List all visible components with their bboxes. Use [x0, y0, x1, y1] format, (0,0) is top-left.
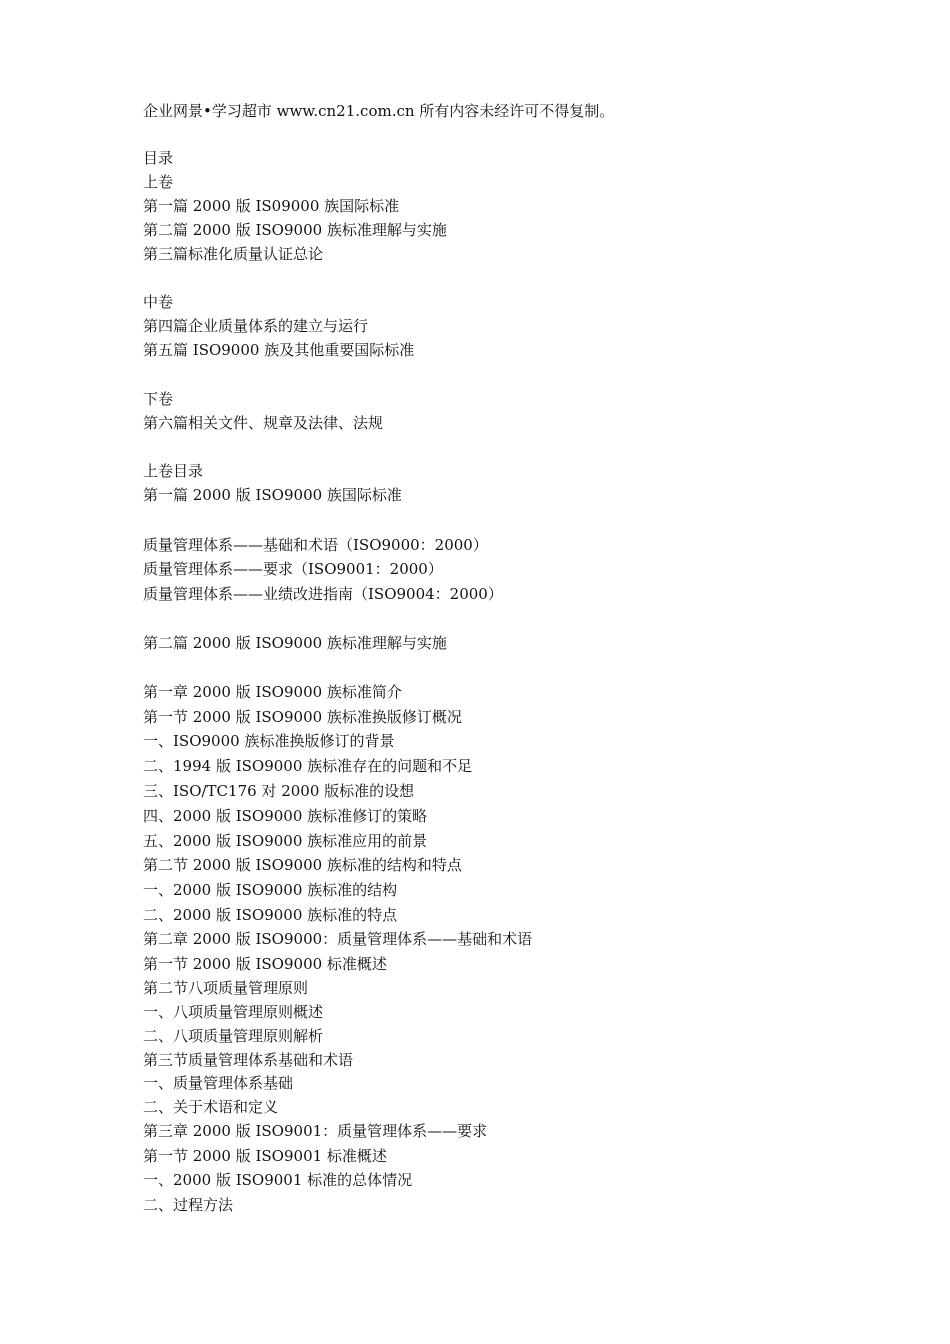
part2-item: 二、过程方法 — [143, 1196, 234, 1214]
toc-vol3-label: 下卷 — [143, 390, 174, 408]
part2-item: 一、ISO9000 族标准换版修订的背景 — [143, 732, 395, 750]
part2-item: 第三节质量管理体系基础和术语 — [143, 1051, 354, 1069]
toc-item: 第二篇 2000 版 ISO9000 族标准理解与实施 — [143, 221, 447, 239]
part2-item: 二、2000 版 ISO9000 族标准的特点 — [143, 906, 398, 924]
part1-item: 质量管理体系——业绩改进指南（ISO9004：2000） — [143, 585, 503, 603]
toc-vol1-label: 上卷 — [143, 173, 174, 191]
part2-item: 二、1994 版 ISO9000 族标准存在的问题和不足 — [143, 757, 473, 775]
part2-item: 第二章 2000 版 ISO9000：质量管理体系——基础和术语 — [143, 930, 533, 948]
toc-item: 第四篇企业质量体系的建立与运行 — [143, 317, 369, 335]
part2-item: 一、2000 版 ISO9001 标准的总体情况 — [143, 1171, 413, 1189]
part2-item: 第一节 2000 版 ISO9001 标准概述 — [143, 1147, 387, 1165]
part2-item: 第二节 2000 版 ISO9000 族标准的结构和特点 — [143, 856, 462, 874]
copyright-header: 企业网景•学习超市 www.cn21.com.cn 所有内容未经许可不得复制。 — [143, 102, 615, 120]
toc-item: 第一篇 2000 版 IS09000 族国际标准 — [143, 197, 400, 215]
part2-item: 五、2000 版 ISO9000 族标准应用的前景 — [143, 832, 428, 850]
toc-title: 目录 — [143, 149, 174, 167]
part2-item: 第一节 2000 版 ISO9000 标准概述 — [143, 955, 387, 973]
part2-item: 二、关于术语和定义 — [143, 1098, 279, 1116]
part1-item: 质量管理体系——基础和术语（ISO9000：2000） — [143, 536, 488, 554]
part2-item: 一、质量管理体系基础 — [143, 1074, 294, 1092]
part2-title: 第二篇 2000 版 ISO9000 族标准理解与实施 — [143, 634, 447, 652]
part1-item: 质量管理体系——要求（ISO9001：2000） — [143, 560, 443, 578]
part1-title: 第一篇 2000 版 ISO9000 族国际标准 — [143, 486, 402, 504]
part2-item: 第二节八项质量管理原则 — [143, 979, 309, 997]
part2-item: 三、ISO/TC176 对 2000 版标准的设想 — [143, 782, 415, 800]
toc-item: 第六篇相关文件、规章及法律、法规 — [143, 414, 384, 432]
part2-item: 第一章 2000 版 ISO9000 族标准简介 — [143, 683, 402, 701]
toc-item: 第五篇 ISO9000 族及其他重要国际标准 — [143, 341, 415, 359]
toc-vol2-label: 中卷 — [143, 293, 174, 311]
part2-item: 一、八项质量管理原则概述 — [143, 1003, 324, 1021]
toc-item: 第三篇标准化质量认证总论 — [143, 245, 324, 263]
part2-item: 一、2000 版 ISO9000 族标准的结构 — [143, 881, 398, 899]
part2-item: 四、2000 版 ISO9000 族标准修订的策略 — [143, 807, 428, 825]
part2-item: 第一节 2000 版 ISO9000 族标准换版修订概况 — [143, 708, 462, 726]
part2-item: 第三章 2000 版 ISO9001：质量管理体系——要求 — [143, 1122, 488, 1140]
part2-item: 二、八项质量管理原则解析 — [143, 1027, 324, 1045]
vol1-contents-title: 上卷目录 — [143, 462, 204, 480]
